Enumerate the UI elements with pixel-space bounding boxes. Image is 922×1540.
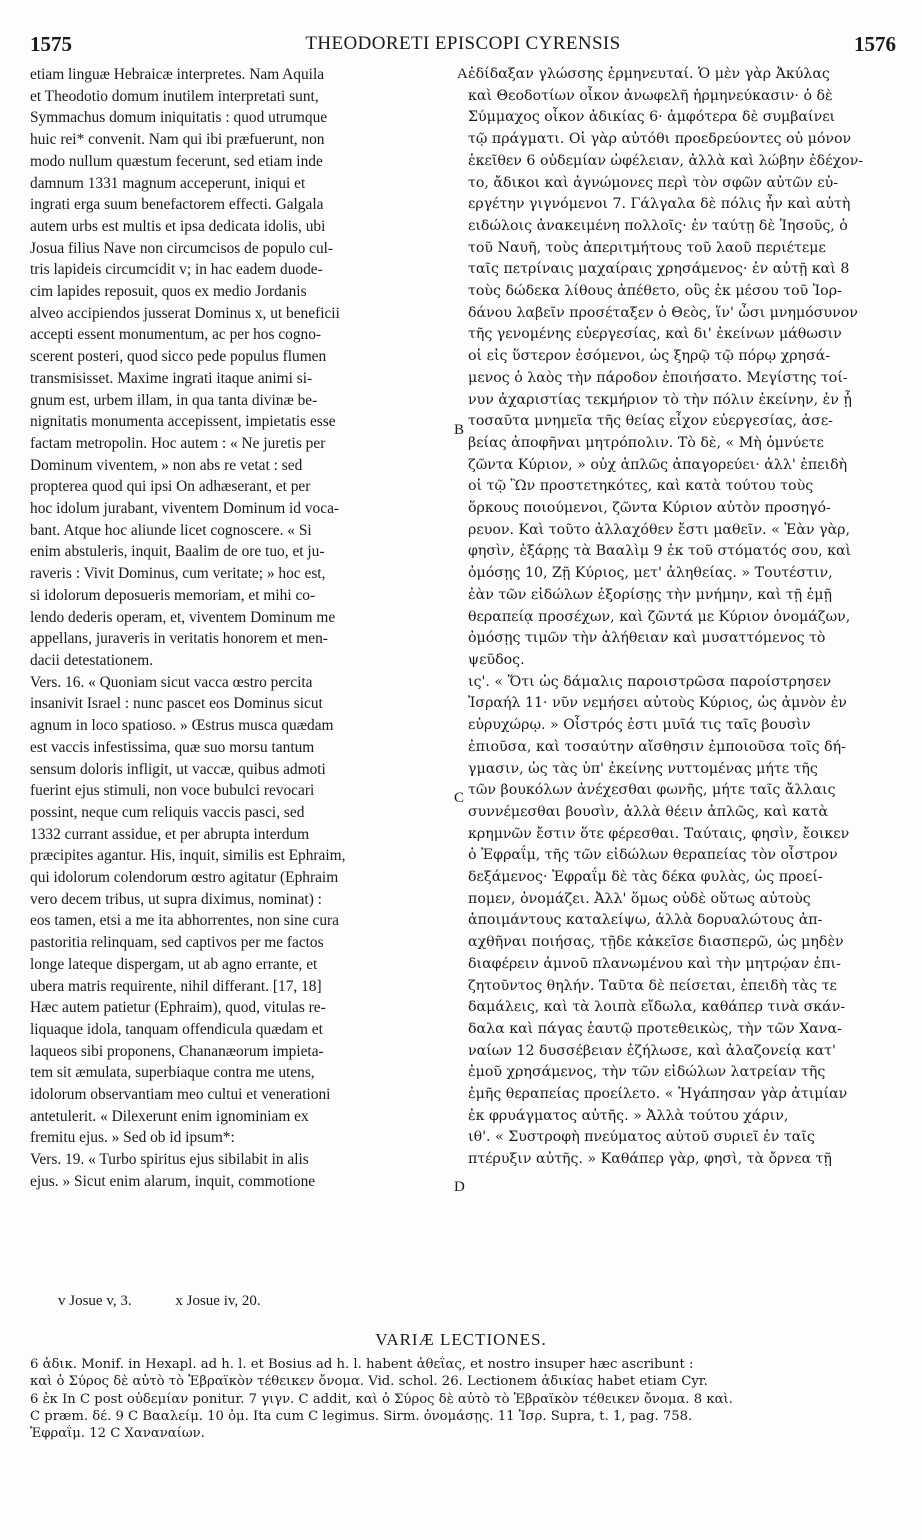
greek-text-line: διαφέρειν ἀμνοῦ πλανωμένου καὶ τὴν μητρῴαν ἐπι-: [468, 955, 841, 972]
greek-text-line: θεραπείᾳ προσέχων, καὶ ζῶντά με Κύριον ὀνομάζων,: [468, 608, 851, 625]
greek-text-line: οἱ τῷ Ὢν προστετηκότες, καὶ κατὰ τούτου τοὺς: [468, 478, 814, 495]
greek-text-line: δεξάμενος· Ἐφραΐμ δὲ τὰς δέκα φυλὰς, ὡς προεί-: [468, 869, 823, 886]
greek-text-line: νυν ἀχαριστίας τεκμήριον τὸ τὴν πόλιν ἐκείνην, ἐν ᾗ: [468, 391, 852, 408]
greek-text-line: ιθ'. « Συστροφὴ πνεύματος αὐτοῦ συριεῖ ἐν ταῖς: [468, 1129, 815, 1146]
greek-text-line: ὅρκους ποιούμενοι, ζῶντα Κύριον αὐτὸν προσηγό-: [468, 500, 831, 517]
latin-text-line: raveris : Vivit Dominus, cum veritate; » hoc est,: [30, 565, 326, 583]
page-number-left: 1575: [30, 32, 72, 56]
latin-text-line: propterea quod qui ipsi On adhæserant, et per: [30, 478, 311, 496]
latin-text-line: appellans, juraveris in veritatis honorem et men-: [30, 630, 328, 648]
latin-text-line: Vers. 16. « Quoniam sicut vacca œstro percita: [30, 673, 313, 691]
latin-text-line: gnum est, urbem illam, in qua tanta divinæ be-: [30, 391, 318, 409]
latin-text-line: hoc idolum jurabant, viventem Dominum id voca-: [30, 500, 340, 518]
page-number-right: 1576: [854, 32, 896, 56]
greek-text-line: ζητοῦντος θηλήν. Ταῦτα δὲ πείσεται, ἐπειδὴ τὰς τε: [468, 977, 837, 994]
greek-text-line: ις'. « Ὅτι ὡς δάμαλις παροιστρῶσα παροίστρησεν: [468, 673, 832, 690]
latin-text-line: est vaccis infestissima, quæ suo morsu tantum: [30, 738, 315, 756]
greek-text-line: ἀποιμάντους καταλείψω, ἀλλὰ δορυαλώτους ἀπ-: [468, 912, 823, 929]
greek-text-line: βείας ἀποφῆναι μητρόπολιν. Τὸ δὲ, « Μὴ ὀμνύετε: [468, 434, 824, 451]
greek-text-line: φησὶν, ἐξάρῃς τὰ Βααλὶμ 9 ἐκ τοῦ στόματός σου, καὶ: [468, 543, 852, 560]
variae-lectiones-body: [30, 1356, 892, 1442]
greek-text-line: καὶ Θεοδοτίων οἶκον ἀνωφελῆ ἡρμηνεύκασιν· ὁ δὲ: [468, 87, 833, 104]
latin-text-line: possint, neque cum reliquis vaccis pasci, sed: [30, 803, 305, 821]
greek-text-line: δαμάλεις, καὶ τὰ λοιπὰ εἴδωλα, καθάπερ τινὰ σκάν-: [468, 999, 846, 1016]
latin-text-line: etiam linguæ Hebraicæ interpretes. Nam Aquila: [30, 66, 325, 83]
variant-reading-line: 6 ἐκ In C post οὐδεμίαν ponitur. 7 γιγν. C addit, καὶ ὁ Σύρος δὲ αὐτὸ τὸ Ἑβραϊκὸν τέθεικεν ὄνομα. 8 καὶ.: [30, 1391, 733, 1407]
latin-text-line: tem sit æmulata, superbiaque contra me utens,: [30, 1064, 315, 1082]
latin-text-line: agnum in loco spatioso. » Œstrus musca quædam: [30, 717, 334, 735]
latin-text-line: dacii detestationem.: [30, 651, 154, 669]
greek-text-line: οἱ εἰς ὕστερον ἐσόμενοι, ὡς ξηρῷ τῷ πόρῳ χρησά-: [468, 348, 831, 365]
greek-text-line: πτέρυξιν αὐτῆς. » Καθάπερ γὰρ, φησὶ, τὰ ὄρνεα τῇ: [468, 1151, 832, 1168]
latin-text-line: enim abstuleris, inquit, Baalim de ore tuo, et ju-: [30, 543, 325, 561]
latin-text-line: 1332 currant assidue, et per abrupta interdum: [30, 825, 310, 843]
latin-text-line: damnum 1331 magnum acceperunt, iniqui et: [30, 174, 306, 192]
latin-text-line: Josua filius Nave non circumcisos de populo cul-: [30, 239, 334, 257]
latin-text-line: præcipites agantur. His, inquit, similis est Ephraim,: [30, 847, 346, 865]
latin-text-line: liquaque idola, tanquam offendicula quædam et: [30, 1020, 323, 1038]
section-marker-c: C: [454, 790, 465, 806]
footnote: v Josue v, 3.: [58, 1293, 132, 1309]
latin-text-line: tris lapideis circumcidit v; in hac eadem duode-: [30, 261, 323, 279]
greek-text-line: ἐπιοῦσα, καὶ τοσαύτην αἴσθησιν ἐμποιοῦσα τοῖς δή-: [468, 738, 846, 755]
greek-text-line: ψεῦδος.: [468, 651, 525, 668]
greek-text-line: ἐκεῖθεν 6 οὐδεμίαν ὠφέλειαν, ἀλλὰ καὶ λώβην ἐδέχον-: [468, 152, 864, 169]
variae-lectiones-heading: VARIÆ LECTIONES.: [375, 1330, 547, 1349]
latin-text-line: bant. Atque hoc aliunde licet cognoscere. « Si: [30, 521, 312, 539]
greek-column: [468, 64, 892, 1171]
greek-text-line: δαλα καὶ πάγας ἑαυτῷ προτεθεικὼς, τὴν τῶν Χανα-: [468, 1020, 842, 1037]
greek-text-line: ἐὰν τῶν εἰδώλων ἐξορίσῃς τὴν μνήμην, καὶ τῇ ἐμῇ: [468, 586, 833, 603]
greek-text-line: ἐδίδαξαν γλώσσης ἑρμηνευταί. Ὁ μὲν γὰρ Ἀκύλας: [468, 66, 830, 82]
latin-text-line: transmisisset. Maxime ingrati itaque animi si-: [30, 369, 313, 387]
greek-text-line: ὀμόσῃς τιμῶν τὴν ἀλήθειαν καὶ μυσαττόμενος τὸ: [468, 630, 826, 647]
latin-column: [30, 64, 456, 1193]
latin-text-line: modo nullum quæstum fecerunt, sed etiam inde: [30, 152, 323, 170]
latin-text-line: Vers. 19. « Turbo spiritus ejus sibilabit in alis: [30, 1151, 309, 1169]
greek-text-line: συννέμεσθαι βουσὶν, ἀλλὰ θέειν ἀπλῶς, καὶ κατὰ: [468, 803, 829, 820]
latin-text-line: pastoritia relinquam, sed captivos per me factos: [30, 934, 324, 952]
latin-text-line: cim lapides reposuit, quos ex medio Jordanis: [30, 283, 307, 301]
latin-text-line: scerent posteri, quod sicco pede populus flumen: [30, 348, 327, 366]
greek-text-line: τοῦ Ναυῆ, τοὺς ἀπεριτμήτους τοῦ λαοῦ περιέτεμε: [468, 239, 826, 256]
greek-text-line: αχθῆναι ποιήσας, τῇδε κἀκεῖσε διασπερῶ, ὡς μηδὲν: [468, 934, 844, 951]
greek-text-line: ρευον. Καὶ τοῦτο ἀλλαχόθεν ἔστι μαθεῖν. « Ἐὰν γὰρ,: [468, 521, 851, 538]
latin-text-line: si idolorum deposueris memoriam, et mihi co-: [30, 586, 316, 604]
latin-text-line: Symmachus domum iniquitatis : quod utrumque: [30, 109, 328, 127]
greek-text-line: Ἰσραήλ 11· νῦν νεμήσει αὐτοὺς Κύριος, ὡς ἀμνὸν ἐν: [468, 695, 847, 712]
latin-text-line: fremitu ejus. » Sed ob id ipsum*:: [30, 1129, 235, 1147]
latin-text-line: lendo dederis operam, et, viventem Dominum me: [30, 608, 336, 626]
latin-text-line: ubera matris requirente, nihil differant. [17, 18]: [30, 977, 322, 995]
footnote: x Josue iv, 20.: [175, 1293, 261, 1309]
greek-text-line: τῶν βουκόλων ἀνέχεσθαι φωνῆς, μήτε ταῖς ἄλλαις: [468, 782, 836, 799]
section-marker-b: B: [454, 422, 465, 438]
latin-text-line: idolorum observantiam meo cultui et venerationi: [30, 1086, 331, 1104]
latin-text-line: factam metropolin. Hoc autem : « Ne juretis per: [30, 434, 326, 452]
latin-text-line: huic rei* convenit. Nam qui ibi præfuerunt, non: [30, 131, 325, 149]
greek-text-line: μενος ὁ λαὸς τὴν πάροδον ἐποιήσατο. Μεγίστης τοί-: [468, 369, 848, 386]
latin-text-line: autem urbs est multis et ipsa dedicata idolis, ubi: [30, 217, 326, 235]
greek-text-line: γμασιν, ὡς τὰς ὑπ' ἐκείνης νυττομένας μήτε τῆς: [468, 760, 818, 777]
greek-text-line: ειδώλοις ἀνακειμένη πολλοῖς· ἐν ταύτῃ δὲ Ἰησοῦς, ὁ: [468, 217, 848, 234]
latin-text-line: accepti essent monumentum, ac per hos cogno-: [30, 326, 322, 344]
greek-text-line: Σύμμαχος οἶκον ἀδικίας 6· ἀμφότερα δὲ συμβαίνει: [468, 109, 836, 126]
greek-text-line: ἐμῆς θεραπείας προείλετο. « Ἠγάπησαν γὰρ ἀτιμίαν: [468, 1086, 848, 1103]
latin-text-line: longe lateque dispergam, ut ab agno errante, et: [30, 955, 318, 973]
latin-text-line: et Theodotio domum inutilem interpretati sunt,: [30, 87, 319, 105]
latin-text-line: Hæc autem patietur (Ephraim), quod, vitulas re-: [30, 999, 326, 1017]
latin-text-line: fuerint ejus stimuli, non voce bubulci revocari: [30, 782, 315, 800]
greek-text-line: τῷ πράγματι. Οἱ γὰρ αὐτόθι προεδρεύοντες οὐ μόνον: [468, 131, 852, 148]
variant-reading-line: 6 ἀδικ. Monif. in Hexapl. ad h. l. et Bosius ad h. l. habent ἀθεΐας, et nostro insuper hæc ascribunt :: [30, 1357, 694, 1372]
greek-text-line: τῆς γενομένης εὐεργεσίας, καὶ δι' ἐκείνων μάθωσιν: [468, 326, 842, 343]
latin-text-line: antetulerit. « Dilexerunt enim ignominiam ex: [30, 1107, 309, 1125]
greek-text-line: δάνου λαβεῖν προσέταξεν ὁ Θεὸς, ἵν' ὦσι μνημόσυνον: [468, 304, 858, 321]
variant-reading-line: C præm. δέ. 9 C Βααλείμ. 10 ὀμ. Ita cum C legimus. Sirm. ὀνομάσῃς. 11 Ἰσρ. Supra, t. 1, pag. 758.: [30, 1408, 693, 1424]
greek-text-line: ἐκ φρυάγματος αὐτῆς. » Ἀλλὰ τούτου χάριν,: [468, 1107, 789, 1124]
greek-text-line: πομεν, ὀνομάζει. Ἀλλ' ὅμως οὐδὲ οὕτως αὐτοὺς: [468, 890, 811, 907]
greek-text-line: τοὺς δώδεκα λίθους ἀπέθετο, οὓς ἐκ μέσου τοῦ Ἰορ-: [468, 283, 842, 300]
greek-text-line: ταῖς πετρίναις μαχαίραις χρησάμενος· ἐν αὐτῇ καὶ 8: [468, 261, 850, 278]
greek-text-line: ἐμοῦ χρησάμενος, τὴν τῶν εἰδώλων λατρείαν τῆς: [468, 1064, 826, 1081]
latin-text-line: vero decem tribus, ut supra diximus, nominat) :: [30, 890, 322, 908]
greek-text-line: εργέτην γιγνόμενοι 7. Γάλγαλα δὲ πόλις ἦν καὶ αὐτὴ: [468, 196, 851, 213]
latin-text-line: eos tamen, etsi a me ita abhorrentes, non sine cura: [30, 912, 339, 930]
latin-text-line: ingrati erga suum benefactorem effecti. Galgala: [30, 196, 324, 214]
latin-text-line: qui idolorum colendorum œstro agitatur (Ephraim: [30, 869, 339, 887]
page-header: [30, 32, 896, 58]
greek-text-line: ὁ Ἐφραΐμ, τῆς τῶν εἰδώλων θεραπείας τὸν οἶστρον: [468, 847, 838, 864]
latin-text-line: insanivit Israel : nunc pascet eos Dominus sicut: [30, 695, 323, 713]
variant-reading-line: Ἐφραΐμ. 12 C Χαναναίων.: [30, 1426, 205, 1442]
latin-text-line: nignitatis monumenta accepissent, impietatis esse: [30, 413, 336, 431]
greek-text-line: ζῶντα Κύριον, » οὐχ ἁπλῶς ἀπαγορεύει· ἀλλ' ἐπειδὴ: [468, 456, 848, 473]
greek-text-line: κρημνῶν ἔστιν ὅτε φέρεσθαι. Ταύταις, φησὶν, ἔοικεν: [468, 825, 850, 842]
section-marker-a: A: [457, 66, 468, 82]
scripture-footnotes: [58, 1293, 301, 1310]
greek-text-line: εὐρυχώρῳ. » Οἶστρός ἐστι μυῖά τις ταῖς βουσὶν: [468, 717, 811, 734]
greek-text-line: το, ἄδικοι καὶ ἀγνώμονες περὶ τὸν σφῶν αὐτῶν εὐ-: [468, 174, 839, 191]
latin-text-line: laqueos sibi proponens, Chananæorum impieta-: [30, 1042, 324, 1060]
greek-text-line: τοσαῦτα μνημεῖα τῆς θείας εἶχον εὐεργεσίας, ἀσε-: [468, 413, 833, 430]
latin-text-line: sensum doloris infligit, ut vaccæ, quibus admoti: [30, 760, 326, 778]
greek-text-line: ὀμόσῃς 10, Ζῇ Κύριος, μετ' ἀληθείας. » Τουτέστιν,: [468, 565, 833, 582]
running-title: THEODORETI EPISCOPI CYRENSIS: [305, 33, 621, 54]
greek-text-line: ναίων 12 δυσσέβειαν ἐζήλωσε, καὶ ἀλαζονείᾳ κατ': [468, 1042, 836, 1059]
latin-text-line: alveo accipiendos jusserat Dominus x, ut beneficii: [30, 304, 340, 322]
latin-text-line: ejus. » Sicut enim alarum, inquit, commotione: [30, 1172, 316, 1190]
variant-reading-line: καὶ ὁ Σύρος δὲ αὐτὸ τὸ Ἑβραϊκὸν τέθεικεν ὄνομα. Vid. schol. 26. Lectionem ἀδικίας habet etiam Cyr.: [30, 1374, 708, 1390]
latin-text-line: Dominum viventem, » non abs re vetat : sed: [30, 456, 303, 474]
section-marker-d: D: [454, 1179, 465, 1195]
